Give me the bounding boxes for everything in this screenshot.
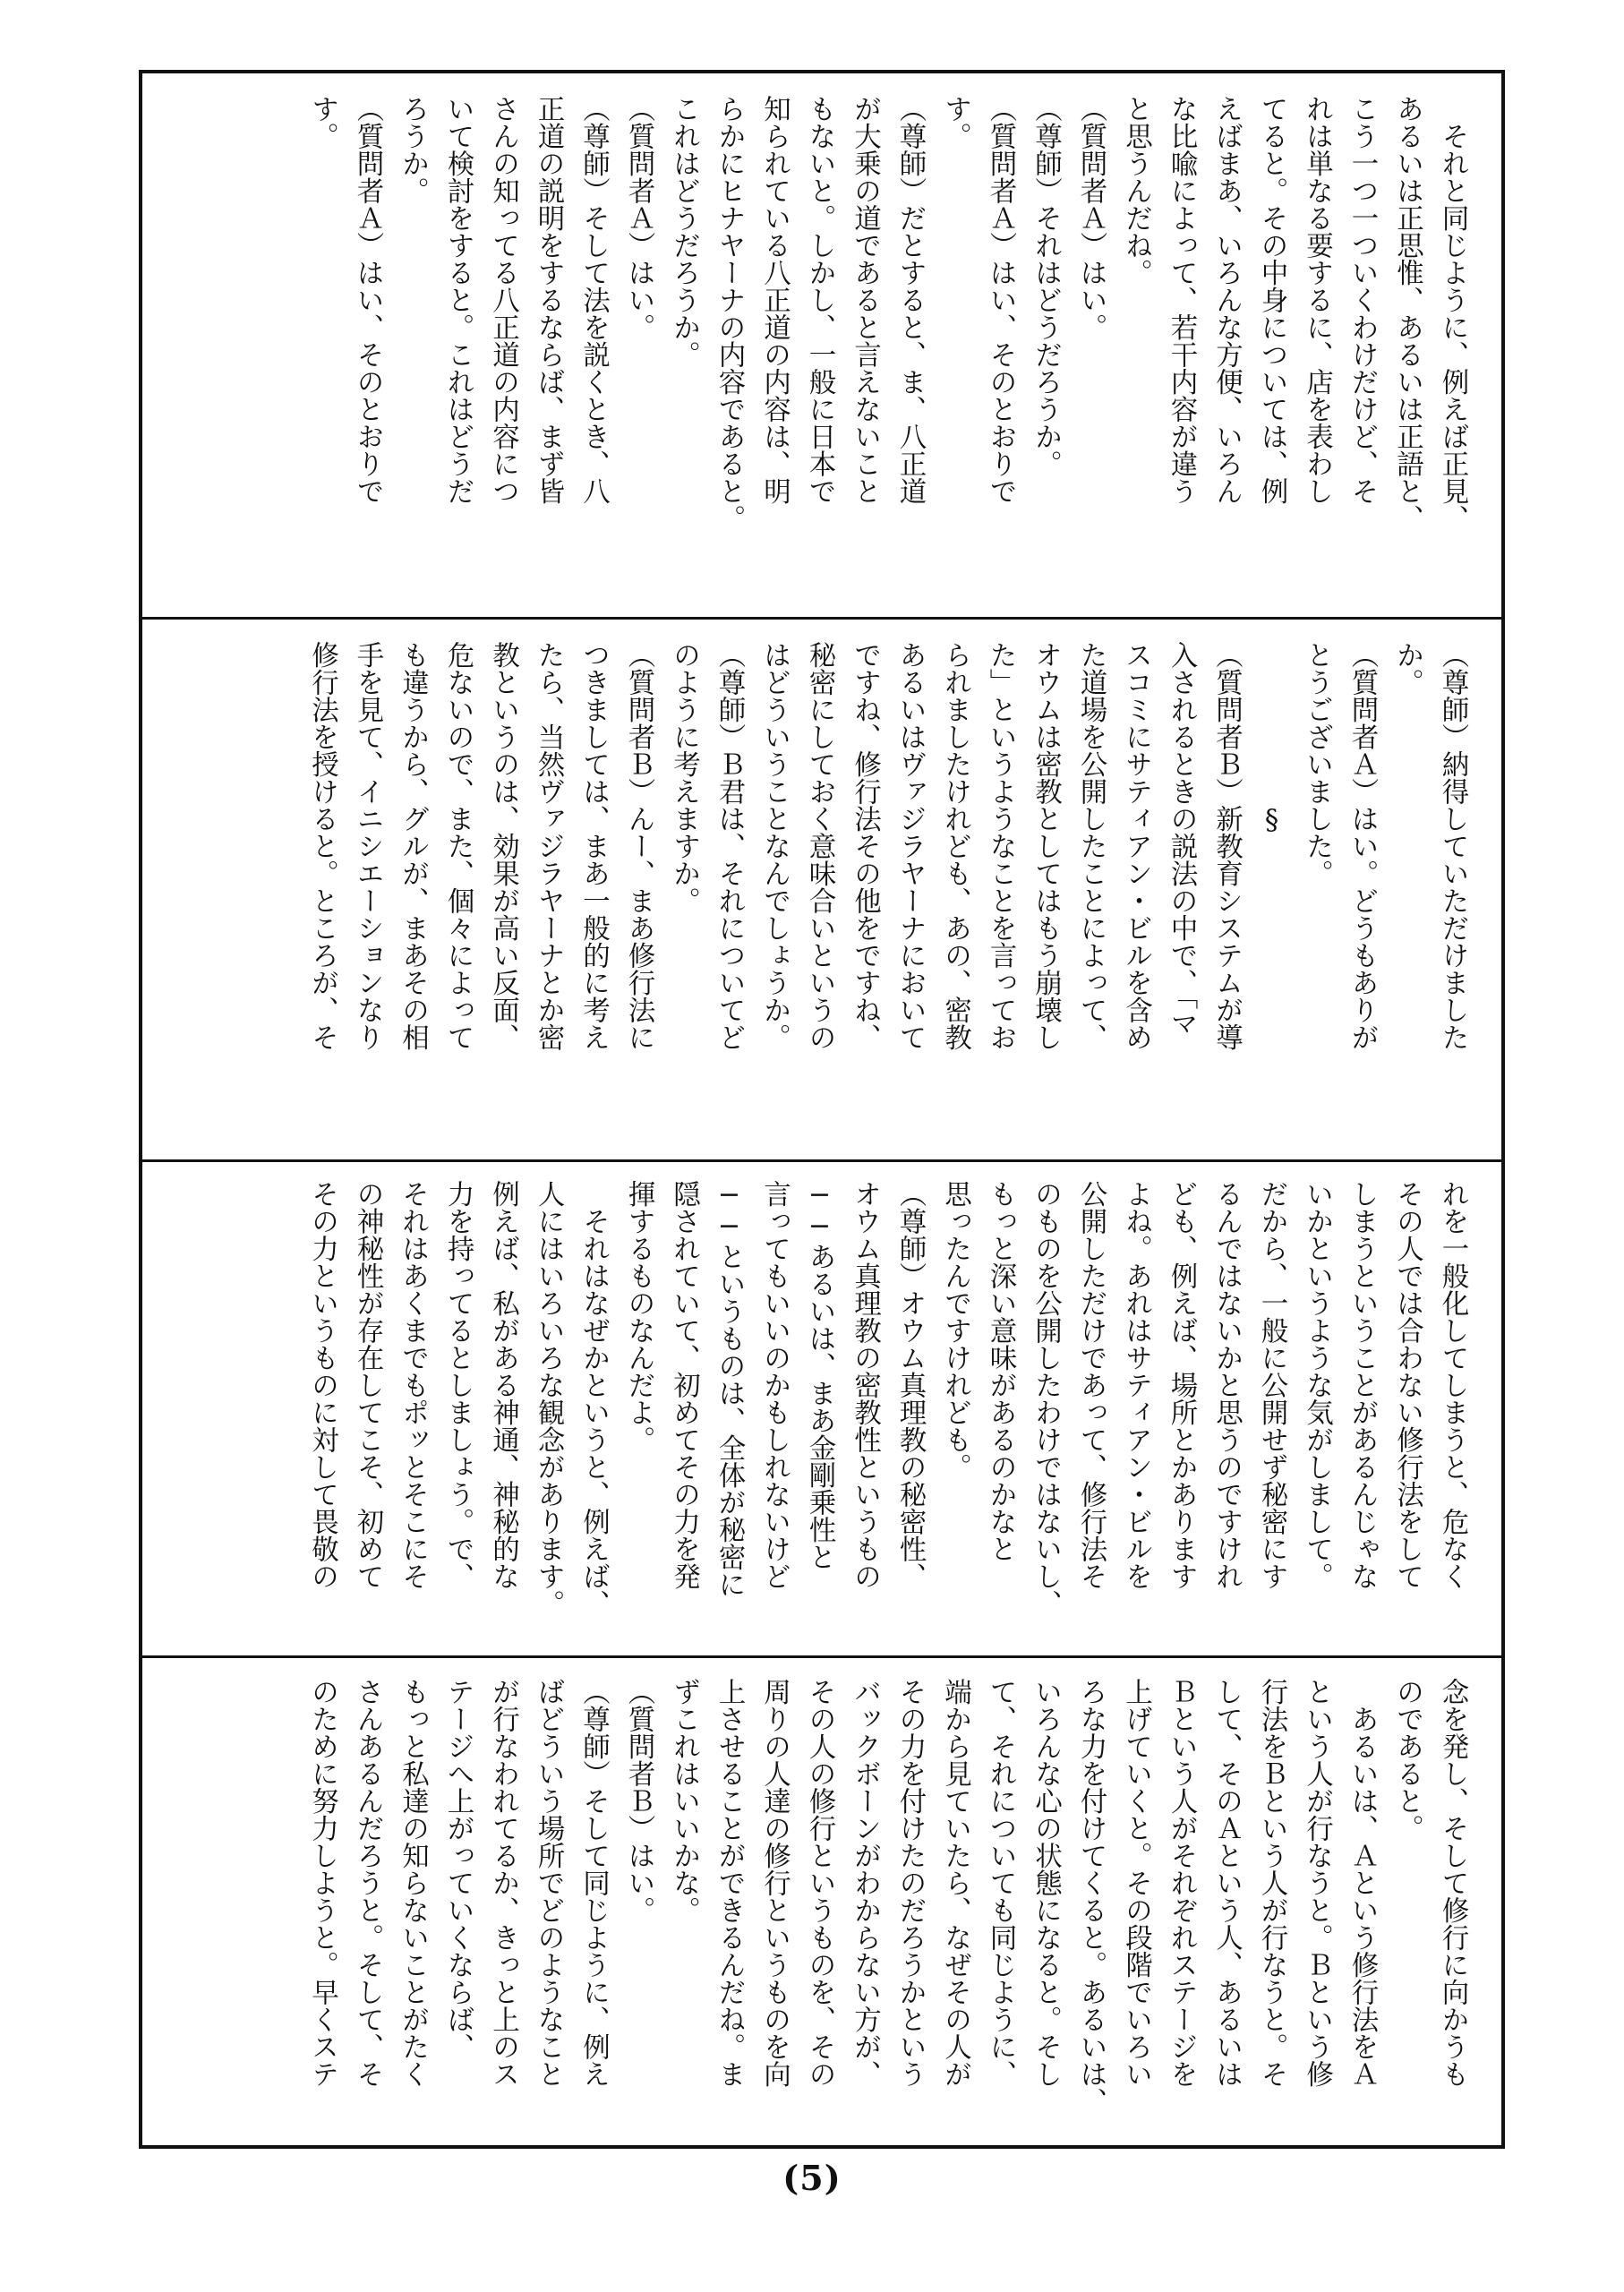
vertical-text-block-4: 念を発し、そして修行に向かうも のであると。 あるいは、Ａという修行法をＡ という人が行なうと。Ｂという修 行法をＢという人が行なうと。そ して、そのＡという人、あるいは Ｂという人がそれぞれステージを 上げていくと。その段階でいろい ろな力を付けてくると。あるいは、 いろんな心の状態になると。そし て、それについても同じように、 端から見ていたら、なぜその人が その力を付けたのだろうかという バックボーンがわからない方が、 その人の修行というものを、その 周りの人達の修行というものを向 上させることができるんだね。ま ずこれはいいかな。 （質問者Ｂ）はい。 （尊師）そして同じように、例え ばどういう場所でどのようなこと が行なわれてるか、きっと上のス テージへ上がっていくならば、 もっと私達の知らないことがたく さんあるんだろうと。そして、そ のために努力しようと。早くステ: [306, 1678, 1468, 2115]
text-block-1: [142, 73, 1501, 617]
vertical-text-block-1: それと同じように、例えば正見、 あるいは正思惟、あるいは正語と、 こう一つ一ついくわけだけど、そ れは単なる要するに、店を表わし てると。その中身については、例 えばまあ、いろんな方便、いろん な比喩によって、若干内容が違う と思うんだね。 （質問者Ａ）はい。 （尊師）それはどうだろうか。 （質問者Ａ）はい、そのとおりで す。 （尊師）だとすると、ま、八正道 が大乗の道であると言えないこと もないと。しかし、一般に日本で 知られている八正道の内容は、明 らかにヒナヤーナの内容であると。 これはどうだろうか。 （質問者Ａ）はい。 （尊師）そして法を説くとき、八 正道の説明をするならば、まず皆 さんの知ってる八正道の内容につ いて検討をすると。これはどうだ ろうか。 （質問者Ａ）はい、そのとおりで す。: [306, 95, 1468, 532]
page-number: (5): [782, 2158, 842, 2198]
text-block-3: [142, 1159, 1501, 1655]
text-frame: [139, 70, 1505, 2149]
vertical-text-block-3: れを一般化してしまうと、危なく その人では合わない修行法をして しまうということがあるんじゃな いかというような気がしまして。 だから、一般に公開せず秘密にす るんではないかと思うのですけれ ども、例えば、場所とかあります よね。あれはサティアン・ビルを 公開しただけであって、修行法そ のものを公開したわけではないし、 もっと深い意味があるのかなと 思ったんですけれども。 （尊師）オウム真理教の秘密性、 オウム真理教の密教性というもの ──あるいは、まあ金剛乗性と 言ってもいいのかもしれないけど ──というものは、全体が秘密に 隠されていて、初めてその力を発 揮するものなんだよ。 それはなぜかというと、例えば、 人にはいろいろな観念があります。 例えば、私がある神通、神秘的な 力を持ってるとしましょう。で、 それはあくまでもポッとそこにそ の神秘性が存在してこそ、初めて その力というものに対して畏敬の: [306, 1180, 1468, 1617]
vertical-text-block-2: （尊師）納得していただけました か。 （質問者Ａ）はい。どうもありが とうございました。 § （質問者Ｂ）新教育システムが導 入されるときの説法の中で、「マ スコミにサティアン・ビルを含め た道場を公開したことによって、 オウムは密教としてはもう崩壊し た」というようなことを言ってお られましたけれども、あの、密教 あるいはヴァジラヤーナにおいて ですね、修行法その他をですね、 秘密にしておく意味合いというの はどういうことなんでしょうか。 （尊師）Ｂ君は、それについてど のように考えますか。 （質問者Ｂ）んー、まあ修行法に つきましては、まあ一般的に考え たら、当然ヴァジラヤーナとか密 教というのは、効果が高い反面、 危ないので、また、個々によって も違うから、グルが、まあその相 手を見て、イニシエーションなり 修行法を授けると。ところが、そ: [306, 641, 1468, 1051]
text-block-4: [142, 1655, 1501, 2145]
text-block-2: [142, 617, 1501, 1159]
